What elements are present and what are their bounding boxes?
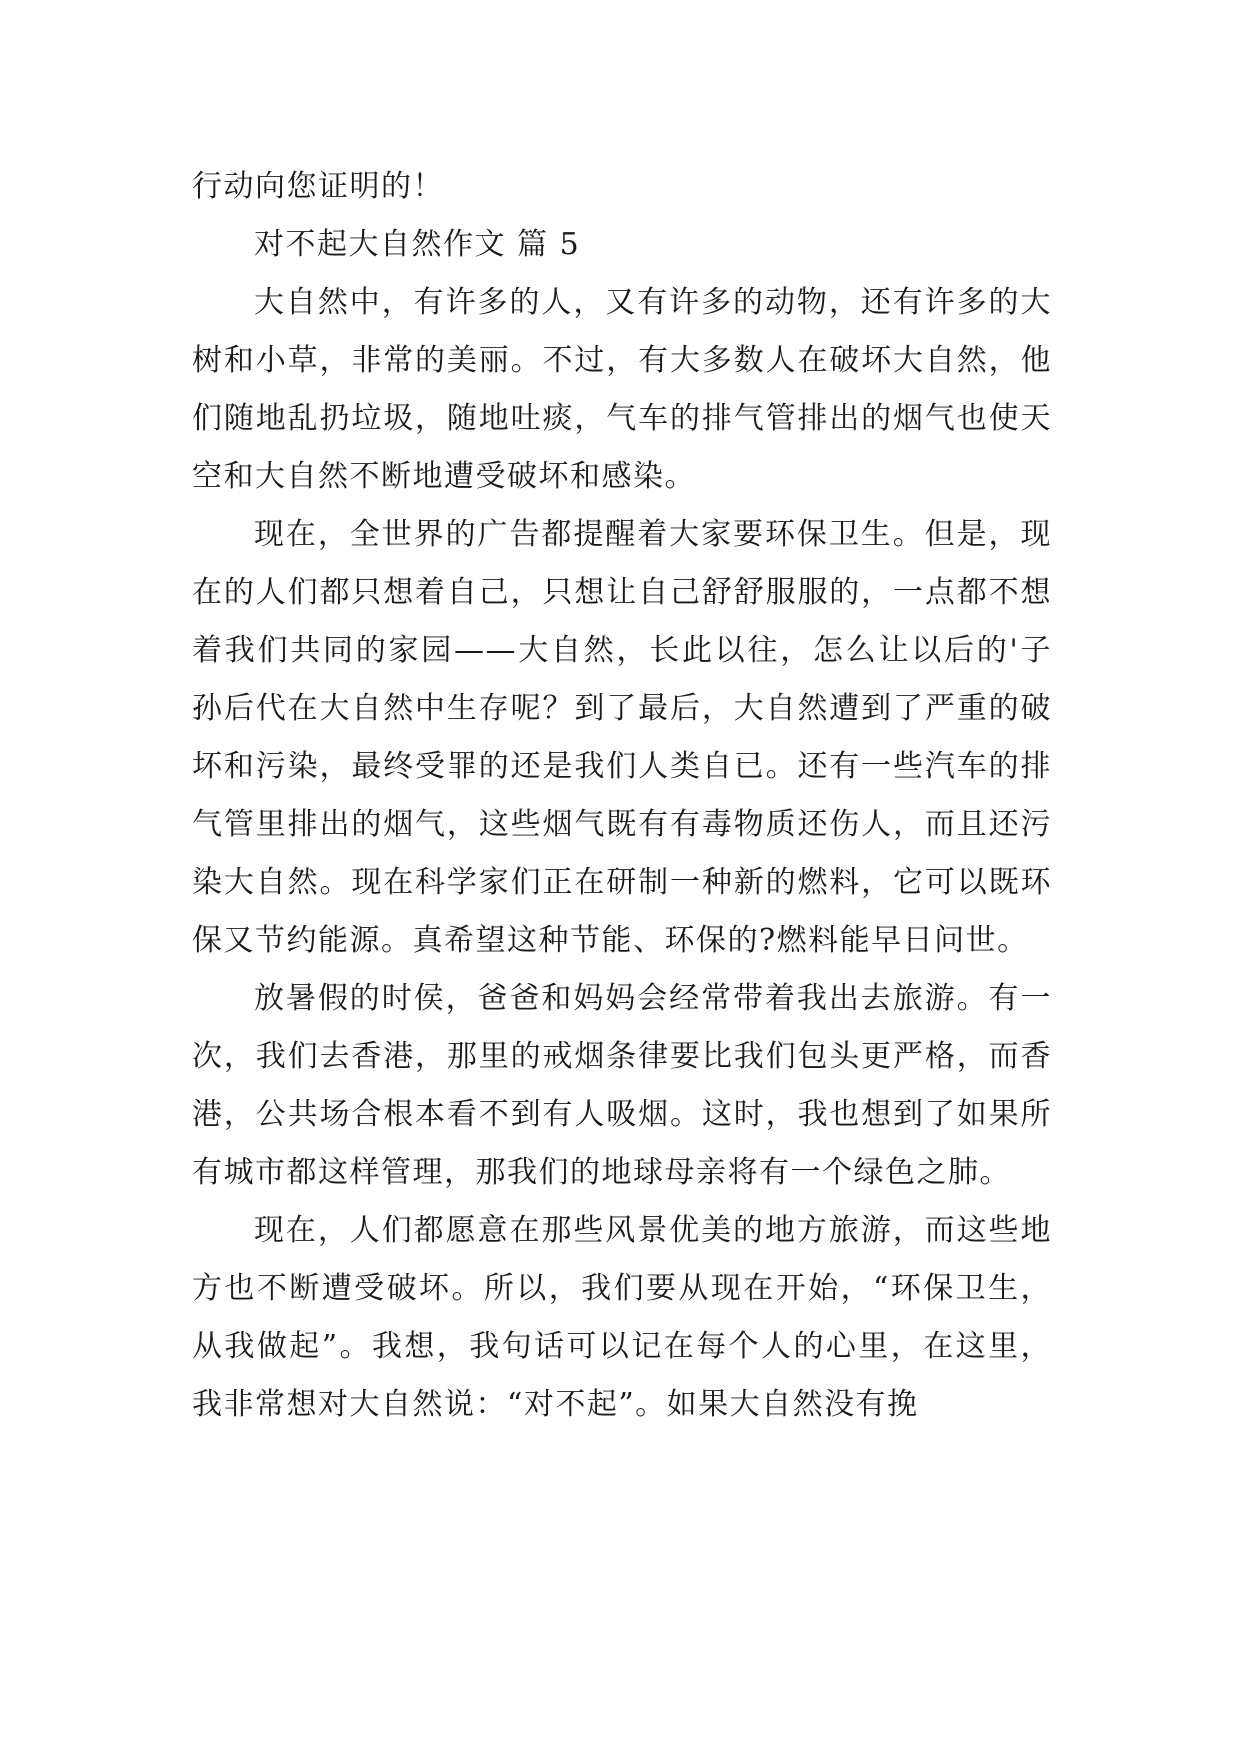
document-body	[192, 158, 1052, 1434]
essay-heading: 对不起大自然作文 篇 5	[254, 227, 581, 262]
paragraph: 现在，人们都愿意在那些风景优美的地方旅游，而这些地方也不断遭受破坏。所以，我们要从现在开始，“环保卫生，从我做起”。我想，我句话可以记在每个人的心里，在这里，我非常想对大自然说：“对不起”。如果大自然没有挽	[192, 1213, 1052, 1422]
paragraph: 放暑假的时侯，爸爸和妈妈会经常带着我出去旅游。有一次，我们去香港，那里的戒烟条律要比我们包头更严格，而香港，公共场合根本看不到有人吸烟。这时，我也想到了如果所有城市都这样管理，那我们的地球母亲将有一个绿色之肺。	[192, 981, 1052, 1190]
paragraph-continuation: 行动向您证明的！	[192, 169, 444, 204]
paragraph: 现在，全世界的广告都提醒着大家要环保卫生。但是，现在的人们都只想着自己，只想让自己舒舒服服的，一点都不想着我们共同的家园——大自然，长此以往，怎么让以后的'子孙后代在大自然中生存呢？到了最后，大自然遭到了严重的破坏和污染，最终受罪的还是我们人类自已。还有一些汽车的排气管里排出的烟气，这些烟气既有有毒物质还伤人，而且还污染大自然。现在科学家们正在研制一种新的燃料，它可以既环保又节约能源。真希望这种节能、环保的?燃料能早日问世。	[192, 517, 1052, 958]
paragraph: 大自然中，有许多的人，又有许多的动物，还有许多的大树和小草，非常的美丽。不过，有大多数人在破坏大自然，他们随地乱扔垃圾，随地吐痰，气车的排气管排出的烟气也使天空和大自然不断地遭受破坏和感染。	[192, 285, 1052, 494]
